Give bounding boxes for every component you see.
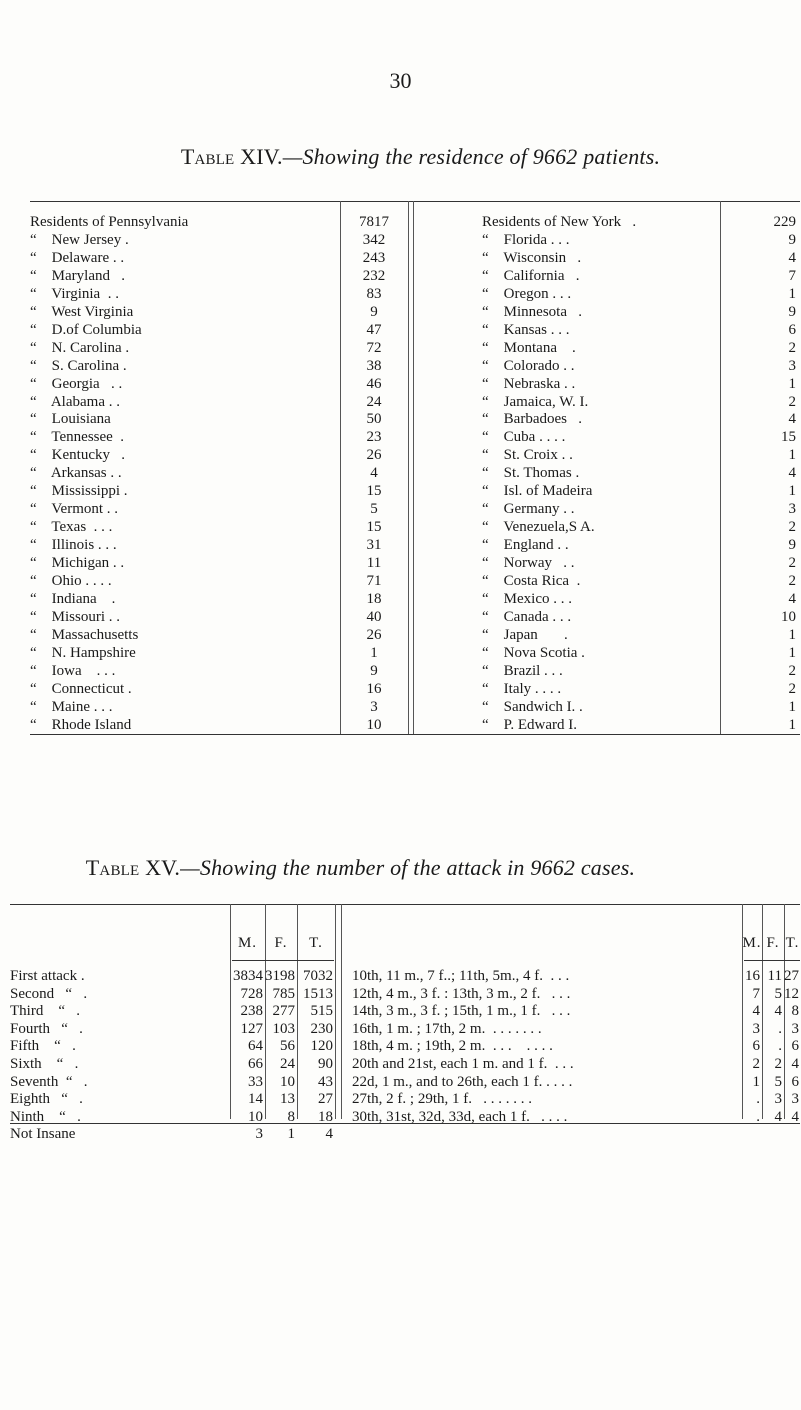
attack-male-count: 16 xyxy=(745,968,760,984)
attack-female-count: 277 xyxy=(272,1003,295,1020)
residence-count: 40 xyxy=(366,608,382,625)
attack-female-count: 10 xyxy=(280,1073,295,1090)
attack-male-count: 7 xyxy=(752,985,760,1002)
table-14-caption: —Showing the residence of 9662 patients. xyxy=(282,144,661,169)
attack-male-count: 10 xyxy=(248,1108,263,1125)
residence-count: 9 xyxy=(788,303,796,320)
attack-label: Third “ . xyxy=(10,1003,80,1020)
residence-place: “ Missouri . . xyxy=(30,608,120,625)
attack-total-count: 18 xyxy=(318,1108,333,1125)
residence-count: 47 xyxy=(366,321,382,338)
residence-count: 15 xyxy=(366,483,382,500)
attack-female-count: 2 xyxy=(774,1056,782,1072)
residence-count: 46 xyxy=(366,375,382,392)
residence-place: “ Maryland . xyxy=(30,267,125,284)
residence-place: “ Nova Scotia . xyxy=(482,644,585,661)
attack-label: Fourth “ . xyxy=(10,1020,83,1037)
header-f-right: F. xyxy=(766,935,780,951)
residence-count: 9 xyxy=(788,231,796,248)
attack-female-count: 3 xyxy=(774,1091,782,1108)
attack-total-count: 90 xyxy=(318,1056,333,1072)
residence-count: 3 xyxy=(788,357,796,374)
attack-total-count: 515 xyxy=(310,1003,333,1020)
attack-label: 22d, 1 m., and to 26th, each 1 f. . . . . xyxy=(352,1073,573,1090)
header-m: M. xyxy=(237,935,258,951)
residence-place: “ Brazil . . . xyxy=(482,662,563,679)
residence-place: “ Mexico . . . xyxy=(482,591,572,607)
attack-female-count: 56 xyxy=(280,1038,295,1055)
residence-count: 4 xyxy=(370,465,378,482)
attack-female-count: 24 xyxy=(280,1056,295,1072)
attack-male-count: 14 xyxy=(248,1091,263,1108)
residence-count: 11 xyxy=(366,555,382,571)
residence-count: 2 xyxy=(788,680,796,697)
residence-count: 1 xyxy=(788,375,796,392)
residence-place: “ Japan . xyxy=(482,626,568,643)
residence-place: “ Minnesota . xyxy=(482,303,582,320)
residence-place: “ S. Carolina . xyxy=(30,357,127,374)
residence-place: “ Illinois . . . xyxy=(30,537,117,554)
residence-place: “ Indiana . xyxy=(30,591,116,607)
residence-place: “ Florida . . . xyxy=(482,231,570,248)
residence-count: 15 xyxy=(781,429,796,446)
residence-count: 6 xyxy=(788,321,796,338)
residence-place: “ P. Edward I. xyxy=(482,716,577,733)
attack-label: Ninth “ . xyxy=(10,1108,81,1125)
table-14-title xyxy=(20,144,801,170)
attack-male-count: 3 xyxy=(255,1126,263,1143)
residence-count: 2 xyxy=(788,393,796,410)
residence-count: 3 xyxy=(788,501,796,518)
attack-male-count: 238 xyxy=(240,1003,263,1020)
residence-place: “ Delaware . . xyxy=(30,249,125,266)
residence-count: 1 xyxy=(370,644,378,661)
residence-count: 2 xyxy=(788,573,796,589)
attack-total-count: 7032 xyxy=(303,968,333,984)
residence-place: “ Germany . . xyxy=(482,501,575,518)
residence-place: “ Texas . . . xyxy=(30,519,113,536)
attack-label: First attack . xyxy=(10,968,85,984)
residence-place: “ Ohio . . . . xyxy=(30,573,112,589)
attack-label: 27th, 2 f. ; 29th, 1 f. . . . . . . . xyxy=(352,1091,532,1108)
attack-label: Fifth “ . xyxy=(10,1038,76,1055)
residence-place: “ Rhode Island xyxy=(30,716,132,733)
attack-male-count: 33 xyxy=(248,1073,263,1090)
table-15-divider xyxy=(341,904,342,1119)
residence-count: 72 xyxy=(366,339,382,356)
attack-label: Sixth “ . xyxy=(10,1056,79,1072)
residence-place: “ Louisiana xyxy=(30,411,111,428)
attack-female-count: 103 xyxy=(272,1020,295,1037)
attack-total-count: 230 xyxy=(310,1020,333,1037)
residence-place: “ Kentucky . xyxy=(30,447,125,464)
attack-total-count: 12 xyxy=(784,985,799,1002)
table-15-top-rule xyxy=(10,904,800,905)
attack-label: 12th, 4 m., 3 f. : 13th, 3 m., 2 f. . . . xyxy=(352,985,571,1002)
residence-count: 16 xyxy=(366,680,382,697)
attack-female-count: 4 xyxy=(774,1003,782,1020)
header-underline xyxy=(232,960,334,961)
attack-male-count: . xyxy=(756,1108,760,1125)
residence-place: “ Oregon . . . xyxy=(482,285,572,302)
residence-place: “ Montana . xyxy=(482,339,576,356)
attack-label: Seventh “ . xyxy=(10,1073,88,1090)
residence-place: “ Connecticut . xyxy=(30,680,132,697)
residence-count: 38 xyxy=(366,357,382,374)
attack-male-count: 6 xyxy=(752,1038,760,1055)
residence-count: 18 xyxy=(366,591,382,607)
residence-place: “ New Jersey . xyxy=(30,231,129,248)
residence-place: “ Costa Rica . xyxy=(482,573,581,589)
residence-place: “ N. Hampshire xyxy=(30,644,136,661)
attack-label: Not Insane xyxy=(10,1126,76,1143)
table-15-title xyxy=(0,855,761,881)
attack-male-count: 3 xyxy=(752,1020,760,1037)
header-f: F. xyxy=(274,935,288,951)
attack-male-count: 127 xyxy=(240,1020,263,1037)
residence-place: “ Barbadoes . xyxy=(482,411,582,428)
attack-total-count: 43 xyxy=(318,1073,333,1090)
attack-label: 10th, 11 m., 7 f..; 11th, 5m., 4 f. . . . xyxy=(352,968,570,984)
residence-count: 2 xyxy=(788,662,796,679)
attack-total-count: 4 xyxy=(325,1126,333,1143)
residence-place: “ Michigan . . xyxy=(30,555,125,571)
residence-count: 3 xyxy=(370,698,378,715)
residence-count: 7817 xyxy=(359,214,389,230)
residence-count: 5 xyxy=(370,501,378,518)
residence-count: 83 xyxy=(366,285,382,302)
attack-total-count: 27 xyxy=(318,1091,333,1108)
attack-female-count: 1 xyxy=(287,1126,295,1143)
attack-male-count: 66 xyxy=(248,1056,263,1072)
residence-count: 50 xyxy=(366,411,382,428)
attack-male-count: 2 xyxy=(752,1056,760,1072)
residence-count: 71 xyxy=(366,573,382,589)
residence-place: “ Maine . . . xyxy=(30,698,113,715)
residence-count: 1 xyxy=(788,698,796,715)
residence-count: 342 xyxy=(362,231,386,248)
attack-total-count: 1513 xyxy=(303,985,333,1002)
header-m-right: M. xyxy=(742,935,762,951)
attack-female-count: 5 xyxy=(774,1073,782,1090)
residence-place: “ Isl. of Madeira xyxy=(482,483,593,500)
attack-female-count: 5 xyxy=(774,985,782,1002)
attack-female-count: 3198 xyxy=(265,968,295,984)
residence-count: 229 xyxy=(773,214,796,230)
residence-count: 1 xyxy=(788,447,796,464)
attack-total-count: 3 xyxy=(791,1091,799,1108)
residence-place: “ Arkansas . . xyxy=(30,465,122,482)
attack-male-count: 1 xyxy=(752,1073,760,1090)
residence-place: “ Mississippi . xyxy=(30,483,128,500)
residence-place: Residents of Pennsylvania xyxy=(30,214,189,230)
residence-count: 1 xyxy=(788,644,796,661)
attack-label: 20th and 21st, each 1 m. and 1 f. . . . xyxy=(352,1056,574,1072)
attack-label: 16th, 1 m. ; 17th, 2 m. . . . . . . . xyxy=(352,1020,542,1037)
table-15-label: Table XV. xyxy=(85,855,181,880)
residence-place: “ Alabama . . xyxy=(30,393,120,410)
attack-total-count: 8 xyxy=(791,1003,799,1020)
residence-place: “ Massachusetts xyxy=(30,626,139,643)
residence-place: Residents of New York . xyxy=(482,214,637,230)
attack-total-count: 4 xyxy=(791,1056,799,1072)
attack-female-count: 785 xyxy=(272,985,295,1002)
residence-place: “ Iowa . . . xyxy=(30,662,116,679)
residence-count: 4 xyxy=(788,591,796,607)
residence-count: 9 xyxy=(370,662,378,679)
attack-label: 14th, 3 m., 3 f. ; 15th, 1 m., 1 f. . . . xyxy=(352,1003,571,1020)
residence-place: “ Norway . . xyxy=(482,555,575,571)
page-number: 30 xyxy=(389,68,412,93)
residence-place: “ Canada . . . xyxy=(482,608,572,625)
attack-total-count: 4 xyxy=(791,1108,799,1125)
residence-count: 4 xyxy=(788,411,796,428)
residence-count: 9 xyxy=(788,537,796,554)
attack-label: 30th, 31st, 32d, 33d, each 1 f. . . . . xyxy=(352,1108,568,1125)
attack-female-count: . xyxy=(778,1038,782,1055)
residence-count: 4 xyxy=(788,465,796,482)
residence-place: “ California . xyxy=(482,267,580,284)
residence-place: “ Virginia . . xyxy=(30,285,119,302)
residence-count: 31 xyxy=(366,537,382,554)
attack-label: Second “ . xyxy=(10,985,88,1002)
table-14-divider xyxy=(408,201,409,735)
residence-count: 10 xyxy=(366,716,382,733)
residence-count: 4 xyxy=(788,249,796,266)
table-14-top-rule xyxy=(30,201,800,202)
residence-count: 232 xyxy=(362,267,386,284)
residence-place: “ St. Croix . . xyxy=(482,447,573,464)
residence-count: 2 xyxy=(788,339,796,356)
residence-count: 10 xyxy=(781,608,796,625)
table-15-caption: —Showing the number of the attack in 9662 cases. xyxy=(180,855,636,880)
header-t-right: T. xyxy=(785,935,800,951)
residence-place: “ England . . xyxy=(482,537,569,554)
attack-label: Eighth “ . xyxy=(10,1091,83,1108)
residence-count: 26 xyxy=(366,447,382,464)
residence-count: 243 xyxy=(362,249,386,266)
residence-count: 7 xyxy=(788,267,796,284)
attack-total-count: 120 xyxy=(310,1038,333,1055)
residence-place: “ Colorado . . xyxy=(482,357,575,374)
residence-place: “ Kansas . . . xyxy=(482,321,570,338)
attack-female-count: 8 xyxy=(287,1108,295,1125)
residence-count: 1 xyxy=(788,483,796,500)
residence-place: “ Tennessee . xyxy=(30,429,125,446)
residence-place: “ D.of Columbia xyxy=(30,321,142,338)
residence-count: 23 xyxy=(366,429,382,446)
residence-place: “ Nebraska . . xyxy=(482,375,576,392)
table-14-label: Table XIV. xyxy=(180,144,283,169)
table-15-divider xyxy=(335,904,336,1119)
attack-total-count: 3 xyxy=(791,1020,799,1037)
residence-place: “ Georgia . . xyxy=(30,375,123,392)
residence-count: 15 xyxy=(366,519,382,536)
header-t: T. xyxy=(309,935,323,951)
attack-female-count: 13 xyxy=(280,1091,295,1108)
residence-count: 1 xyxy=(788,285,796,302)
attack-male-count: 4 xyxy=(752,1003,760,1020)
attack-female-count: 4 xyxy=(774,1108,782,1125)
residence-place: “ Sandwich I. . xyxy=(482,698,583,715)
attack-label: 18th, 4 m. ; 19th, 2 m. . . . . . . . xyxy=(352,1038,553,1055)
attack-total-count: 27 xyxy=(784,968,799,984)
residence-place: “ Venezuela,S A. xyxy=(482,519,595,536)
residence-place: “ Vermont . . xyxy=(30,501,119,518)
residence-place: “ Wisconsin . xyxy=(482,249,582,266)
residence-count: 1 xyxy=(788,626,796,643)
residence-place: “ Cuba . . . . xyxy=(482,429,566,446)
residence-count: 2 xyxy=(788,555,796,571)
residence-place: “ Italy . . . . xyxy=(482,680,562,697)
table-14-divider xyxy=(413,201,414,735)
attack-male-count: 728 xyxy=(240,985,263,1002)
residence-place: “ St. Thomas . xyxy=(482,465,580,482)
residence-place: “ West Virginia xyxy=(30,303,134,320)
residence-count: 26 xyxy=(366,626,382,643)
residence-count: 2 xyxy=(788,519,796,536)
residence-count: 1 xyxy=(788,716,796,733)
residence-count: 24 xyxy=(366,393,382,410)
attack-total-count: 6 xyxy=(791,1038,799,1055)
header-underline xyxy=(744,960,800,961)
residence-place: “ N. Carolina . xyxy=(30,339,130,356)
residence-place: “ Jamaica, W. I. xyxy=(482,393,589,410)
attack-male-count: 64 xyxy=(248,1038,263,1055)
attack-male-count: 3834 xyxy=(233,968,263,984)
attack-female-count: 11 xyxy=(767,968,782,984)
attack-male-count: . xyxy=(756,1091,760,1108)
attack-female-count: . xyxy=(778,1020,782,1037)
residence-count: 9 xyxy=(370,303,378,320)
attack-total-count: 6 xyxy=(791,1073,799,1090)
